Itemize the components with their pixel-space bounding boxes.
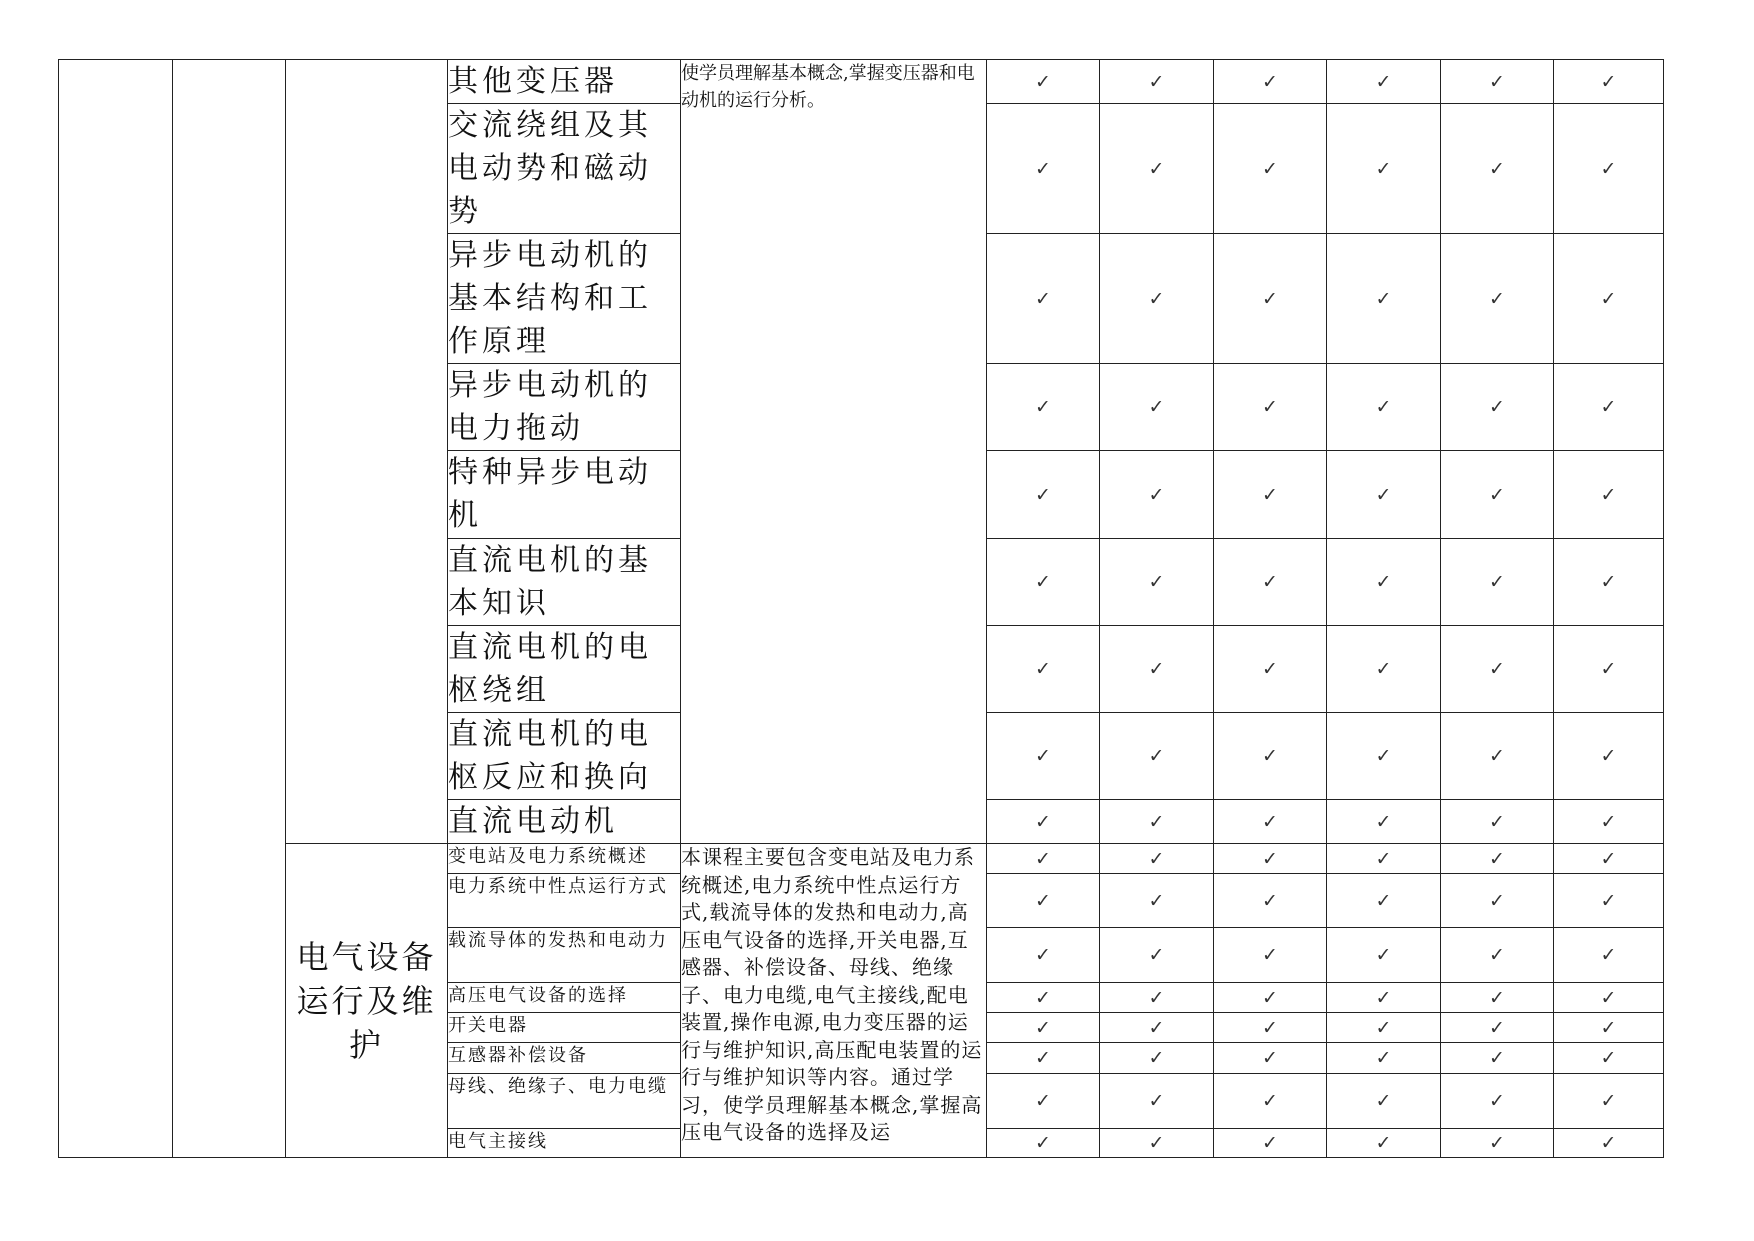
course-table-body <box>59 60 1664 1158</box>
check-mark-cell: ✓ <box>1554 874 1664 928</box>
check-mark-cell: ✓ <box>1327 1129 1441 1158</box>
check-mark-cell: ✓ <box>1214 1074 1327 1129</box>
check-mark-cell: ✓ <box>1554 983 1664 1013</box>
check-mark-cell: ✓ <box>1100 364 1214 451</box>
check-mark-cell: ✓ <box>987 626 1100 713</box>
check-mark-cell: ✓ <box>1441 104 1554 234</box>
check-mark-cell: ✓ <box>1554 844 1664 874</box>
check-mark-cell: ✓ <box>987 234 1100 364</box>
check-mark-cell: ✓ <box>1441 800 1554 844</box>
check-mark-cell: ✓ <box>1214 928 1327 983</box>
check-mark-cell: ✓ <box>1554 104 1664 234</box>
topic-cell: 母线、绝缘子、电力电缆 <box>448 1074 681 1129</box>
check-mark-cell: ✓ <box>1100 626 1214 713</box>
topic-cell: 变电站及电力系统概述 <box>448 844 681 874</box>
check-mark-cell: ✓ <box>1327 1013 1441 1043</box>
check-mark-cell: ✓ <box>987 800 1100 844</box>
check-mark-cell: ✓ <box>1100 539 1214 626</box>
check-mark-cell: ✓ <box>1554 713 1664 800</box>
topic-cell: 开关电器 <box>448 1013 681 1043</box>
check-mark-cell: ✓ <box>1441 1074 1554 1129</box>
check-mark-cell: ✓ <box>1554 1013 1664 1043</box>
check-mark-cell: ✓ <box>1100 844 1214 874</box>
topic-cell: 异步电动机的基本结构和工作原理 <box>448 234 681 364</box>
check-mark-cell: ✓ <box>1327 364 1441 451</box>
check-mark-cell: ✓ <box>987 844 1100 874</box>
check-mark-cell: ✓ <box>1327 928 1441 983</box>
check-mark-cell: ✓ <box>1100 1013 1214 1043</box>
check-mark-cell: ✓ <box>1327 983 1441 1013</box>
topic-cell: 直流电机的电枢反应和换向 <box>448 713 681 800</box>
check-mark-cell: ✓ <box>1554 1043 1664 1074</box>
topic-cell: 载流导体的发热和电动力 <box>448 928 681 983</box>
check-mark-cell: ✓ <box>1327 1074 1441 1129</box>
topic-cell: 高压电气设备的选择 <box>448 983 681 1013</box>
check-mark-cell: ✓ <box>1100 1043 1214 1074</box>
check-mark-cell: ✓ <box>1214 104 1327 234</box>
check-mark-cell: ✓ <box>1554 364 1664 451</box>
check-mark-cell: ✓ <box>1214 539 1327 626</box>
topic-cell: 电力系统中性点运行方式 <box>448 874 681 928</box>
topic-cell: 直流电动机 <box>448 800 681 844</box>
check-mark-cell: ✓ <box>1214 713 1327 800</box>
check-mark-cell: ✓ <box>987 60 1100 104</box>
check-mark-cell: ✓ <box>1327 713 1441 800</box>
category-cell <box>59 60 173 1158</box>
topic-cell: 其他变压器 <box>448 60 681 104</box>
check-mark-cell: ✓ <box>987 1074 1100 1129</box>
check-mark-cell: ✓ <box>1214 844 1327 874</box>
topic-cell: 交流绕组及其电动势和磁动势 <box>448 104 681 234</box>
check-mark-cell: ✓ <box>1441 928 1554 983</box>
check-mark-cell: ✓ <box>1100 1129 1214 1158</box>
check-mark-cell: ✓ <box>1100 451 1214 539</box>
check-mark-cell: ✓ <box>987 364 1100 451</box>
check-mark-cell: ✓ <box>1441 234 1554 364</box>
check-mark-cell: ✓ <box>1554 1074 1664 1129</box>
description-cell: 使学员理解基本概念,掌握变压器和电动机的运行分析。 <box>681 60 987 844</box>
table-row <box>59 60 1664 104</box>
description-cell: 本课程主要包含变电站及电力系统概述,电力系统中性点运行方式,载流导体的发热和电动力,高压电气设备的选择,开关电器,互感器、补偿设备、母线、绝缘子、电力电缆,电气主接线,配电装置,操作电源,电力变压器的运行与维护知识,高压配电装置的运行与维护知识等内容。通过学习，使学员理解基本概念,掌握高压电气设备的选择及运 <box>681 844 987 1158</box>
table-row <box>59 844 1664 874</box>
check-mark-cell: ✓ <box>1327 539 1441 626</box>
module-name-cell <box>286 60 448 844</box>
check-mark-cell: ✓ <box>1327 844 1441 874</box>
check-mark-cell: ✓ <box>1327 60 1441 104</box>
check-mark-cell: ✓ <box>1100 60 1214 104</box>
check-mark-cell: ✓ <box>1441 364 1554 451</box>
check-mark-cell: ✓ <box>1327 1043 1441 1074</box>
check-mark-cell: ✓ <box>1214 1013 1327 1043</box>
check-mark-cell: ✓ <box>987 1013 1100 1043</box>
check-mark-cell: ✓ <box>1100 234 1214 364</box>
check-mark-cell: ✓ <box>1100 800 1214 844</box>
check-mark-cell: ✓ <box>1100 713 1214 800</box>
check-mark-cell: ✓ <box>987 539 1100 626</box>
check-mark-cell: ✓ <box>1441 539 1554 626</box>
check-mark-cell: ✓ <box>1441 451 1554 539</box>
topic-cell: 直流电机的电枢绕组 <box>448 626 681 713</box>
check-mark-cell: ✓ <box>1554 539 1664 626</box>
topic-cell: 电气主接线 <box>448 1129 681 1158</box>
check-mark-cell: ✓ <box>1327 451 1441 539</box>
check-mark-cell: ✓ <box>1100 874 1214 928</box>
check-mark-cell: ✓ <box>1441 874 1554 928</box>
check-mark-cell: ✓ <box>1214 1129 1327 1158</box>
check-mark-cell: ✓ <box>1554 1129 1664 1158</box>
check-mark-cell: ✓ <box>987 713 1100 800</box>
topic-cell: 异步电动机的电力拖动 <box>448 364 681 451</box>
check-mark-cell: ✓ <box>1214 234 1327 364</box>
check-mark-cell: ✓ <box>1554 451 1664 539</box>
check-mark-cell: ✓ <box>1214 800 1327 844</box>
check-mark-cell: ✓ <box>1441 60 1554 104</box>
topic-cell: 直流电机的基本知识 <box>448 539 681 626</box>
module-name-cell: 电气设备运行及维护 <box>286 844 448 1158</box>
check-mark-cell: ✓ <box>1554 800 1664 844</box>
check-mark-cell: ✓ <box>1100 104 1214 234</box>
check-mark-cell: ✓ <box>1441 1129 1554 1158</box>
check-mark-cell: ✓ <box>1327 626 1441 713</box>
check-mark-cell: ✓ <box>1441 983 1554 1013</box>
subcategory-cell <box>173 60 286 1158</box>
check-mark-cell: ✓ <box>1327 800 1441 844</box>
check-mark-cell: ✓ <box>1214 1043 1327 1074</box>
check-mark-cell: ✓ <box>1441 713 1554 800</box>
check-mark-cell: ✓ <box>1214 451 1327 539</box>
check-mark-cell: ✓ <box>1441 1013 1554 1043</box>
check-mark-cell: ✓ <box>987 874 1100 928</box>
check-mark-cell: ✓ <box>1214 626 1327 713</box>
check-mark-cell: ✓ <box>1214 60 1327 104</box>
check-mark-cell: ✓ <box>1554 60 1664 104</box>
check-mark-cell: ✓ <box>987 928 1100 983</box>
course-table <box>58 59 1664 1158</box>
check-mark-cell: ✓ <box>1327 104 1441 234</box>
check-mark-cell: ✓ <box>1327 234 1441 364</box>
document-page <box>58 59 1663 1171</box>
check-mark-cell: ✓ <box>1100 1074 1214 1129</box>
check-mark-cell: ✓ <box>1441 626 1554 713</box>
check-mark-cell: ✓ <box>1214 364 1327 451</box>
check-mark-cell: ✓ <box>1554 234 1664 364</box>
topic-cell: 特种异步电动机 <box>448 451 681 539</box>
check-mark-cell: ✓ <box>1327 874 1441 928</box>
check-mark-cell: ✓ <box>1554 626 1664 713</box>
check-mark-cell: ✓ <box>1554 928 1664 983</box>
topic-cell: 互感器补偿设备 <box>448 1043 681 1074</box>
check-mark-cell: ✓ <box>987 983 1100 1013</box>
check-mark-cell: ✓ <box>1100 928 1214 983</box>
check-mark-cell: ✓ <box>1214 983 1327 1013</box>
check-mark-cell: ✓ <box>987 1129 1100 1158</box>
check-mark-cell: ✓ <box>987 1043 1100 1074</box>
check-mark-cell: ✓ <box>1100 983 1214 1013</box>
check-mark-cell: ✓ <box>987 104 1100 234</box>
check-mark-cell: ✓ <box>1441 1043 1554 1074</box>
check-mark-cell: ✓ <box>1214 874 1327 928</box>
check-mark-cell: ✓ <box>1441 844 1554 874</box>
check-mark-cell: ✓ <box>987 451 1100 539</box>
